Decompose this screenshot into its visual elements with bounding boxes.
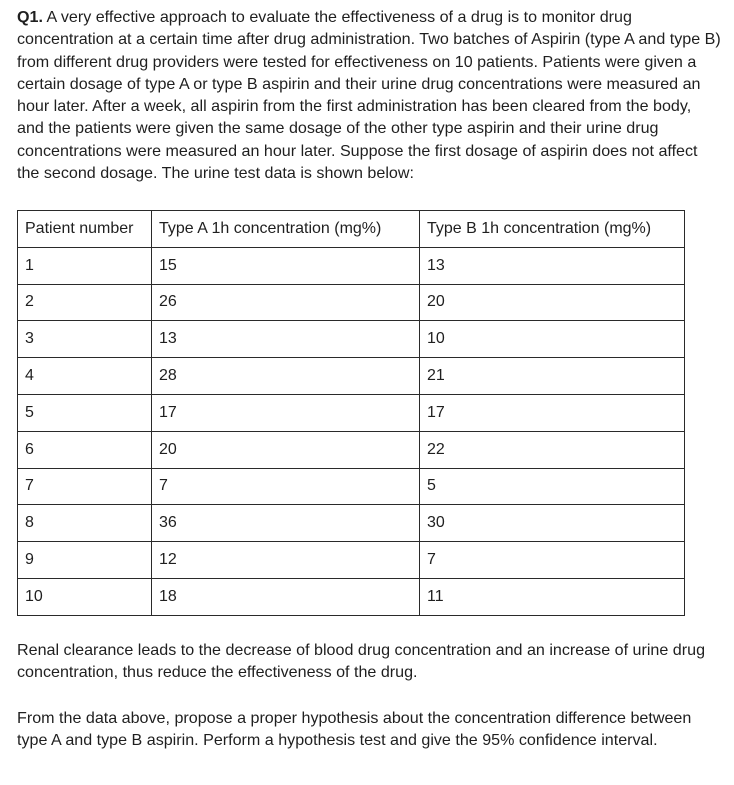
cell-type-a: 28 <box>152 358 420 395</box>
cell-type-b: 22 <box>420 431 685 468</box>
cell-patient: 4 <box>18 358 152 395</box>
cell-type-a: 15 <box>152 247 420 284</box>
table-row <box>18 505 685 542</box>
renal-clearance-paragraph: Renal clearance leads to the decrease of blood drug concentration and an increase of urine drug concentration, thus reduce the effectiveness of the drug. <box>17 641 706 682</box>
header-type-b: Type B 1h concentration (mg%) <box>420 211 685 248</box>
cell-type-a: 26 <box>152 284 420 321</box>
cell-type-b: 20 <box>420 284 685 321</box>
cell-type-b: 11 <box>420 578 685 615</box>
cell-type-a: 20 <box>152 431 420 468</box>
table-row <box>18 542 685 579</box>
table-row <box>18 468 685 505</box>
header-type-a: Type A 1h concentration (mg%) <box>152 211 420 248</box>
cell-type-b: 17 <box>420 394 685 431</box>
table-row <box>18 358 685 395</box>
cell-patient: 6 <box>18 431 152 468</box>
cell-patient: 1 <box>18 247 152 284</box>
table-row <box>18 284 685 321</box>
cell-patient: 2 <box>18 284 152 321</box>
cell-patient: 9 <box>18 542 152 579</box>
table-row <box>18 431 685 468</box>
table-row <box>18 247 685 284</box>
question-text: A very effective approach to evaluate the effectiveness of a drug is to monitor drug concentration at a certain time after drug administration. Two batches of Aspirin (type A and type B) from different drug providers were tested for effectiveness on 10 patients. Patients were given a certain dosage of type A or type B aspirin and their urine drug concentrations were measured an hour later. After a week, all aspirin from the first administration has been cleared from the body, and the patients were given the same dosage of the other type aspirin and their urine drug concentrations were measured an hour later. Suppose the first dosage of aspirin does not affect the second dosage. The urine test data is shown below: <box>17 8 721 183</box>
cell-type-a: 18 <box>152 578 420 615</box>
cell-type-b: 13 <box>420 247 685 284</box>
cell-patient: 3 <box>18 321 152 358</box>
cell-type-b: 21 <box>420 358 685 395</box>
table-row <box>18 394 685 431</box>
question-label: Q1. <box>17 8 43 26</box>
cell-type-a: 7 <box>152 468 420 505</box>
cell-type-a: 12 <box>152 542 420 579</box>
table-row <box>18 321 685 358</box>
cell-type-b: 7 <box>420 542 685 579</box>
cell-type-a: 13 <box>152 321 420 358</box>
table-header-row <box>18 211 685 248</box>
header-patient-number: Patient number <box>18 211 152 248</box>
table-row <box>18 578 685 615</box>
cell-type-a: 36 <box>152 505 420 542</box>
cell-type-b: 10 <box>420 321 685 358</box>
cell-patient: 5 <box>18 394 152 431</box>
task-paragraph: From the data above, propose a proper hypothesis about the concentration difference between type A and type B aspirin. Perform a hypothesis test and give the 95% confidence interval. <box>17 709 692 750</box>
cell-type-a: 17 <box>152 394 420 431</box>
cell-type-b: 30 <box>420 505 685 542</box>
cell-patient: 7 <box>18 468 152 505</box>
question-intro <box>17 6 722 184</box>
cell-patient: 8 <box>18 505 152 542</box>
urine-concentration-table <box>17 210 685 616</box>
cell-patient: 10 <box>18 578 152 615</box>
cell-type-b: 5 <box>420 468 685 505</box>
